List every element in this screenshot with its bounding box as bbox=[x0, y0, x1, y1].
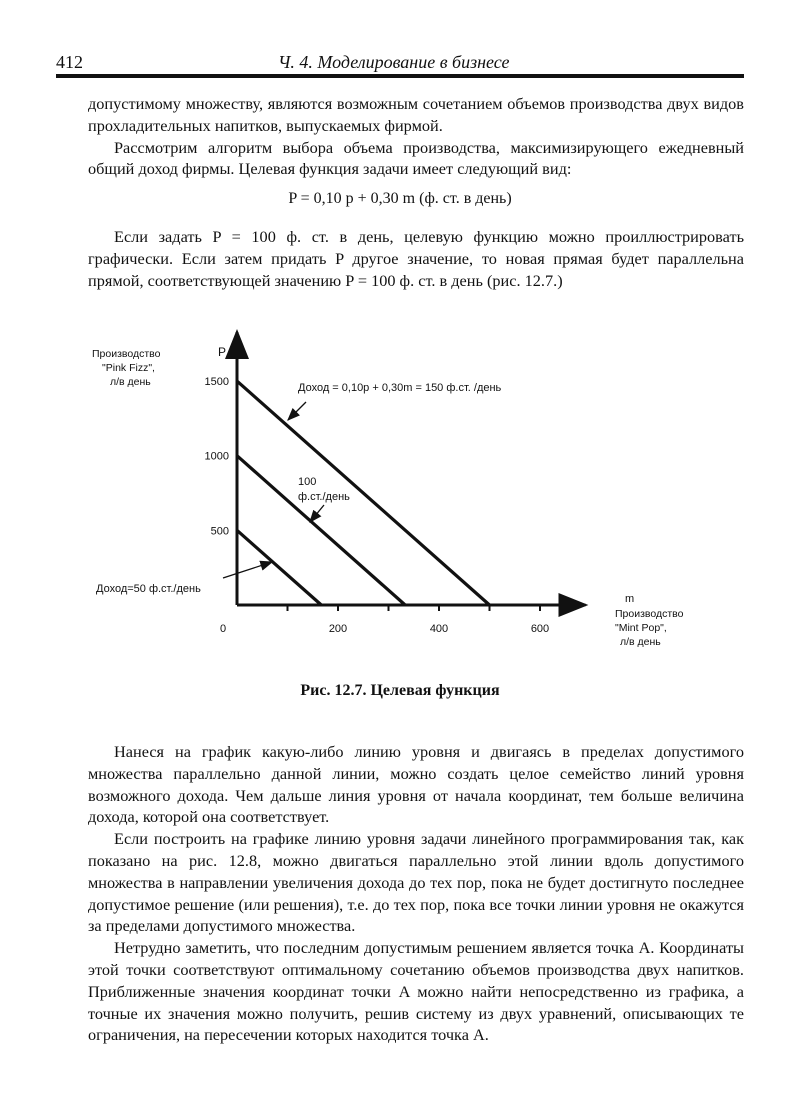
paragraph: Нетрудно заметить, что последним допустимым решением является точка A. Координаты этой точки соответствуют оптимальному сочетанию объемов производства двух напитков. Приближенные значения координат точки A можно найти непосредственно из графика, а точные их значения можно получить, решив систему из двух уравнений, описывающих те ограничения, на пересечении которых находится точка A. bbox=[88, 938, 744, 1045]
paragraph: Если построить на графике линию уровня задачи линейного программирования так, как показано на рис. 12.8, можно двигаться параллельно этой линии вдоль допустимого множества в направлении увеличения дохода до тех пор, пока не будет достигнуто последнее допустимое решение (или решения), т.е. до тех пор, пока все точки линии уровня не окажутся за пределами допустимого множества. bbox=[88, 829, 744, 936]
y-tick-label: 1500 bbox=[204, 376, 229, 389]
y-axis-label-line3: л/в день bbox=[110, 376, 151, 388]
y-axis-label-line2: "Pink Fizz", bbox=[102, 362, 155, 374]
annotation-arrow-50 bbox=[223, 562, 272, 578]
running-title: Ч. 4. Моделирование в бизнесе bbox=[278, 52, 510, 72]
x-axis-symbol: m bbox=[625, 593, 635, 605]
paragraph: Нанеся на график какую-либо линию уровня и двигаясь в пределах допустимого множества параллельно данной линии, можно создать целое семейство линий уровня возможного дохода. Чем дальше линия уровня от начала координат, тем больше величина дохода, которой она соответствует. bbox=[88, 742, 744, 827]
level-line bbox=[237, 530, 321, 605]
middle-text bbox=[88, 226, 744, 291]
y-tick-label: 1000 bbox=[204, 450, 229, 463]
annotation-arrow-100 bbox=[310, 505, 324, 522]
annotation-100-line2: ф.ст./день bbox=[298, 491, 350, 503]
y-axis-symbol: P bbox=[218, 345, 227, 359]
x-tick-label: 400 bbox=[429, 623, 449, 635]
bottom-text bbox=[88, 741, 744, 1046]
x-tick-label: 200 bbox=[328, 623, 348, 635]
x-axis-label-line1: Производство bbox=[615, 608, 684, 620]
paragraph: Рассмотрим алгоритм выбора объема производства, максимизирующего ежедневный общий доход фирмы. Целевая функция задачи имеет следующий вид: bbox=[88, 137, 744, 179]
paragraph: Если задать P = 100 ф. ст. в день, целевую функцию можно проиллюстрировать графически. Если затем придать P другое значение, то новая прямая будет параллельна прямой, соответствующей значению P = 100 ф. ст. в день (рис. 12.7.) bbox=[88, 227, 744, 290]
level-line bbox=[237, 381, 490, 605]
annotation-150: Доход = 0,10p + 0,30m = 150 ф.ст. /день bbox=[298, 382, 502, 394]
y-tick-label: 500 bbox=[210, 525, 229, 538]
x-axis-label-line2: "Mint Pop", bbox=[615, 622, 667, 634]
x-axis-label-line3: л/в день bbox=[620, 636, 661, 648]
annotation-100-line1: 100 bbox=[298, 476, 317, 488]
page-header bbox=[56, 50, 744, 78]
annotation-50: Доход=50 ф.ст./день bbox=[96, 583, 201, 595]
top-text bbox=[88, 93, 744, 180]
paragraph: допустимому множеству, являются возможным сочетанием объемов производства двух видов прохладительных напитков, выпускаемых фирмой. bbox=[88, 94, 744, 135]
objective-function-chart bbox=[80, 320, 720, 670]
y-axis-label-line1: Производство bbox=[92, 348, 161, 360]
x-tick-label: 600 bbox=[530, 623, 550, 635]
annotation-arrow-150 bbox=[288, 402, 306, 420]
level-line bbox=[237, 456, 405, 605]
formula: P = 0,10 p + 0,30 m (ф. ст. в день) bbox=[288, 190, 512, 207]
origin-label: 0 bbox=[220, 623, 227, 635]
figure-caption: Рис. 12.7. Целевая функция bbox=[300, 682, 500, 699]
page-number: 412 bbox=[56, 52, 83, 72]
